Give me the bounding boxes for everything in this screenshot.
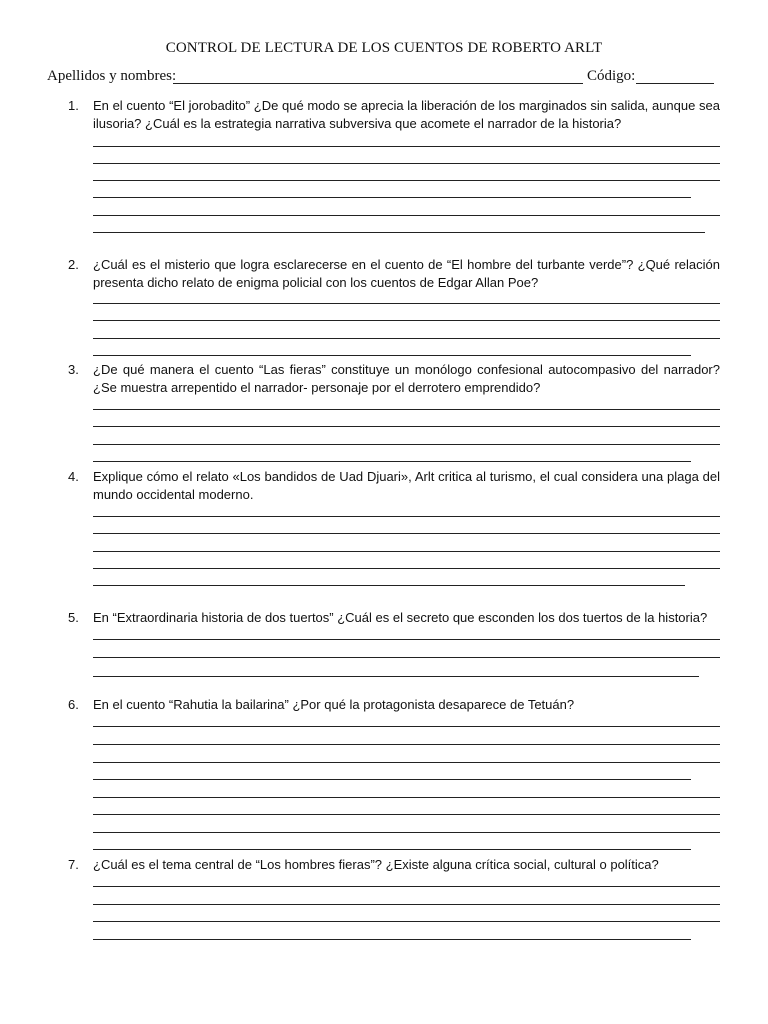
- answer-line[interactable]: [93, 409, 720, 410]
- student-info-row: [47, 68, 722, 88]
- answer-line[interactable]: [93, 762, 720, 763]
- answer-line[interactable]: [93, 657, 720, 658]
- answer-line[interactable]: [93, 303, 720, 304]
- answer-line[interactable]: [93, 726, 720, 727]
- code-label: Código:: [587, 68, 636, 84]
- question-text: En “Extraordinaria historia de dos tuertos” ¿Cuál es el secreto que esconden los dos tuertos de la historia?: [93, 610, 708, 625]
- answer-line[interactable]: [93, 533, 720, 534]
- answer-line[interactable]: [93, 146, 720, 147]
- page-title: CONTROL DE LECTURA DE LOS CUENTOS DE ROBERTO ARLT: [165, 40, 603, 56]
- answer-line[interactable]: [93, 232, 705, 233]
- answer-line[interactable]: [93, 516, 720, 517]
- question-number: 3.: [68, 362, 79, 377]
- question-text: En el cuento “Rahutia la bailarina” ¿Por qué la protagonista desaparece de Tetuán?: [93, 697, 575, 712]
- question-text: En el cuento “El jorobadito” ¿De qué modo se aprecia la liberación de los marginados sin salida, aunque sea ilusoria? ¿Cuál es la estrategia narrativa subversiva que acomete el narrador de la historia?: [93, 98, 720, 131]
- question-7: [68, 856, 720, 874]
- answer-line[interactable]: [93, 163, 720, 164]
- question-1: [68, 97, 720, 133]
- answer-line[interactable]: [93, 886, 720, 887]
- question-text: ¿De qué manera el cuento “Las fieras” constituye un monólogo confesional autocompasivo del narrador? ¿Se muestra arrepentido el narrador- personaje por el derrotero emprendido?: [93, 362, 720, 395]
- question-number: 7.: [68, 857, 79, 872]
- answer-line[interactable]: [93, 426, 720, 427]
- question-number: 6.: [68, 697, 79, 712]
- question-number: 1.: [68, 98, 79, 113]
- code-field[interactable]: [636, 83, 714, 84]
- answer-line[interactable]: [93, 832, 720, 833]
- answer-line[interactable]: [93, 338, 720, 339]
- answer-line[interactable]: [93, 676, 699, 677]
- answer-line[interactable]: [93, 779, 691, 780]
- answer-line[interactable]: [93, 904, 720, 905]
- answer-line[interactable]: [93, 639, 720, 640]
- question-number: 5.: [68, 610, 79, 625]
- question-2: [68, 256, 720, 292]
- answer-line[interactable]: [93, 849, 691, 850]
- answer-line[interactable]: [93, 215, 720, 216]
- question-6: [68, 696, 720, 714]
- answer-line[interactable]: [93, 568, 720, 569]
- answer-line[interactable]: [93, 551, 720, 552]
- answer-line[interactable]: [93, 921, 720, 922]
- question-text: Explique cómo el relato «Los bandidos de Uad Djuari», Arlt critica al turismo, el cual considera una plaga del mundo occidental moderno.: [93, 469, 720, 502]
- question-number: 2.: [68, 257, 79, 272]
- answer-line[interactable]: [93, 197, 691, 198]
- answer-line[interactable]: [93, 444, 720, 445]
- answer-line[interactable]: [93, 939, 691, 940]
- question-4: [68, 468, 720, 504]
- question-3: [68, 361, 720, 397]
- question-text: ¿Cuál es el misterio que logra esclarecerse en el cuento de “El hombre del turbante verde”? ¿Qué relación presenta dicho relato de enigma policial con los cuentos de Edgar Allan Poe?: [93, 257, 720, 290]
- question-text: ¿Cuál es el tema central de “Los hombres fieras”? ¿Existe alguna crítica social, cultural o política?: [93, 857, 659, 872]
- answer-line[interactable]: [93, 320, 720, 321]
- name-label: Apellidos y nombres:: [47, 68, 177, 84]
- answer-line[interactable]: [93, 461, 691, 462]
- answer-line[interactable]: [93, 585, 685, 586]
- answer-line[interactable]: [93, 814, 720, 815]
- answer-line[interactable]: [93, 797, 720, 798]
- question-number: 4.: [68, 469, 79, 484]
- name-field[interactable]: [173, 83, 583, 84]
- question-5: [68, 609, 720, 627]
- answer-line[interactable]: [93, 355, 691, 356]
- answer-line[interactable]: [93, 180, 720, 181]
- answer-line[interactable]: [93, 744, 720, 745]
